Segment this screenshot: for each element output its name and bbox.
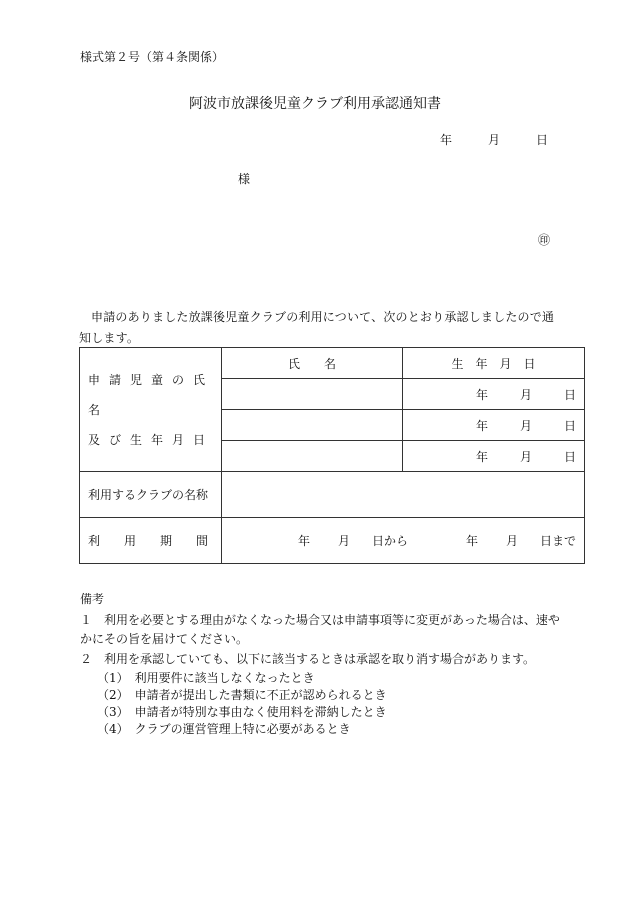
remark-subitem-1: （1） 利用要件に該当しなくなったとき bbox=[97, 671, 315, 685]
date-day-label: 日 bbox=[536, 133, 549, 147]
period-start-month: 月 bbox=[338, 534, 351, 548]
children-label-cell bbox=[80, 348, 222, 472]
date-month-label: 月 bbox=[488, 133, 501, 147]
children-label-line1: 申請児童の氏名 bbox=[88, 372, 215, 417]
recipient-honorific: 様 bbox=[238, 172, 251, 186]
notice-body: 申請のありました放課後児童クラブの利用について、次のとおり承認しましたので通知します。 bbox=[79, 310, 555, 345]
remark-item-1: １ 利用を必要とする理由がなくなった場合又は申請事項等に変更があった場合は、速やかにその旨を届けてください。 bbox=[80, 613, 560, 646]
club-name-label: 利用するクラブの名称 bbox=[80, 472, 222, 518]
child-birthdate-cell bbox=[403, 410, 585, 441]
birth-year-label: 年 bbox=[475, 418, 488, 433]
birth-month-label: 月 bbox=[519, 418, 532, 433]
birth-month-label: 月 bbox=[519, 449, 532, 464]
child-name-cell bbox=[222, 410, 403, 441]
approval-table bbox=[79, 347, 585, 564]
birth-year-label: 年 bbox=[475, 387, 488, 402]
name-column-header: 氏 名 bbox=[222, 348, 403, 379]
remarks-title: 備考 bbox=[80, 592, 105, 606]
birth-year-label: 年 bbox=[475, 449, 488, 464]
child-birthdate-cell bbox=[403, 441, 585, 472]
date-year-label: 年 bbox=[440, 133, 453, 147]
period-start-day: 日から bbox=[372, 534, 409, 548]
child-birthdate-cell bbox=[403, 379, 585, 410]
period-start-year: 年 bbox=[298, 534, 311, 548]
club-name-cell bbox=[222, 472, 585, 518]
child-name-cell bbox=[222, 441, 403, 472]
child-name-cell bbox=[222, 379, 403, 410]
document-title: 阿波市放課後児童クラブ利用承認通知書 bbox=[189, 96, 441, 112]
remark-item-2: ２ 利用を承認していても、以下に該当するときは承認を取り消す場合があります。 bbox=[80, 652, 536, 666]
birthdate-column-header: 生 年 月 日 bbox=[403, 348, 585, 379]
birth-month-label: 月 bbox=[519, 387, 532, 402]
remark-subitem-4: （4） クラブの運営管理上特に必要があるとき bbox=[97, 722, 351, 736]
period-end-month: 月 bbox=[506, 534, 519, 548]
remark-subitem-2: （2） 申請者が提出した書類に不正が認められるとき bbox=[97, 688, 387, 702]
birth-day-label: 日 bbox=[563, 387, 576, 402]
period-cell bbox=[222, 518, 585, 564]
seal-mark: ㊞ bbox=[538, 233, 551, 247]
form-number: 様式第２号（第４条関係） bbox=[80, 50, 225, 64]
birth-day-label: 日 bbox=[563, 449, 576, 464]
children-label-line2: 及び生年月日 bbox=[88, 432, 215, 447]
birth-day-label: 日 bbox=[563, 418, 576, 433]
period-label: 利 用 期 間 bbox=[80, 518, 222, 564]
remark-subitem-3: （3） 申請者が特別な事由なく使用料を滞納したとき bbox=[97, 705, 387, 719]
period-end-day: 日まで bbox=[540, 534, 577, 548]
period-end-year: 年 bbox=[466, 534, 479, 548]
issue-date bbox=[440, 131, 548, 148]
